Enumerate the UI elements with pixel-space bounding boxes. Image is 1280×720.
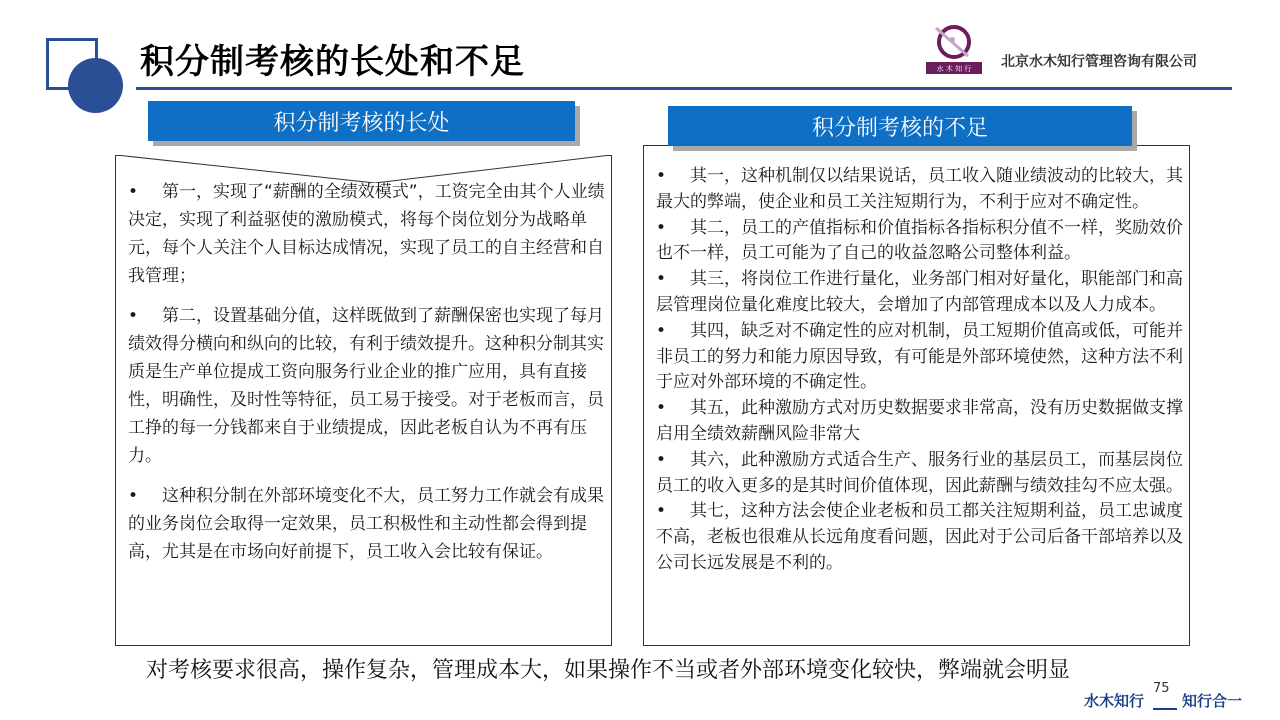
logo-icon: [922, 22, 986, 76]
page-title: 积分制考核的长处和不足: [140, 42, 525, 82]
list-item: • 其六，此种激励方式适合生产、服务行业的基层员工，而基层岗位员工的收入更多的是其时间价值体现，因此薪酬与绩效挂勾不应太强。: [656, 449, 1183, 496]
summary-text: 对考核要求很高，操作复杂，管理成本大，如果操作不当或者外部环境变化较快，弊端就会明显: [146, 658, 1071, 683]
disadvantages-list: [656, 164, 1184, 577]
disadvantages-panel: [643, 145, 1190, 646]
company-name: 北京水木知行管理咨询有限公司: [1001, 54, 1197, 70]
list-item: • 第一，实现了“薪酬的全绩效模式”，工资完全由其个人业绩决定，实现了利益驱使的激励模式，将每个岗位划分为战略单元，每个人关注个人目标达成情况，实现了员工的自主经营和自我管理；: [128, 182, 605, 286]
disadvantages-header: 积分制考核的不足: [668, 106, 1132, 146]
list-item: • 其二，员工的产值指标和价值指标各指标积分值不一样，奖励效价也不一样，员工可能为了自己的收益忽略公司整体利益。: [656, 217, 1183, 264]
page-number: 75: [1153, 681, 1170, 696]
footer-brand: 水木知行: [1084, 692, 1145, 710]
company-logo: [922, 22, 986, 76]
advantages-header: 积分制考核的长处: [148, 101, 575, 141]
header-divider: [136, 87, 1232, 90]
list-item: • 其五，此种激励方式对历史数据要求非常高，没有历史数据做支撑启用全绩效薪酬风险非常大: [656, 398, 1183, 444]
list-item: • 其七，这种方法会使企业老板和员工都关注短期利益，员工忠诚度不高，老板也很难从长远角度看问题，因此对于公司后备干部培养以及公司长远发展是不利的。: [656, 501, 1183, 573]
advantages-list: [128, 178, 606, 578]
svg-text:水 木 知 行: 水 木 知 行: [936, 65, 972, 73]
advantages-panel: [115, 155, 612, 646]
decor-circle: [68, 58, 123, 113]
list-item: • 其三，将岗位工作进行量化，业务部门相对好量化，职能部门和高层管理岗位量化难度比较大，会增加了内部管理成本以及人力成本。: [656, 269, 1183, 315]
list-item: • 这种积分制在外部环境变化不大，员工努力工作就会有成果的业务岗位会取得一定效果，员工积极性和主动性都会得到提高，尤其是在市场向好前提下，员工收入会比较有保证。: [128, 486, 604, 562]
footer-slogan: 知行合一: [1182, 692, 1243, 710]
list-item: • 第二，设置基础分值，这样既做到了薪酬保密也实现了每月绩效得分横向和纵向的比较，有利于绩效提升。这种积分制其实质是生产单位提成工资向服务行业企业的推广应用，具有直接性，明确性，及时性等特征，员工易于接受。对于老板而言，员工挣的每一分钱都来自于业绩提成，因此老板自认为不再有压力。: [128, 306, 604, 466]
list-item: • 其四，缺乏对不确定性的应对机制，员工短期价值高或低，可能并非员工的努力和能力原因导致，有可能是外部环境使然，这种方法不利于应对外部环境的不确定性。: [656, 320, 1183, 393]
list-item: • 其一，这种机制仅以结果说话，员工收入随业绩波动的比较大，其最大的弊端，使企业和员工关注短期行为，不利于应对不确定性。: [656, 166, 1183, 212]
footer-divider: [1153, 708, 1177, 710]
